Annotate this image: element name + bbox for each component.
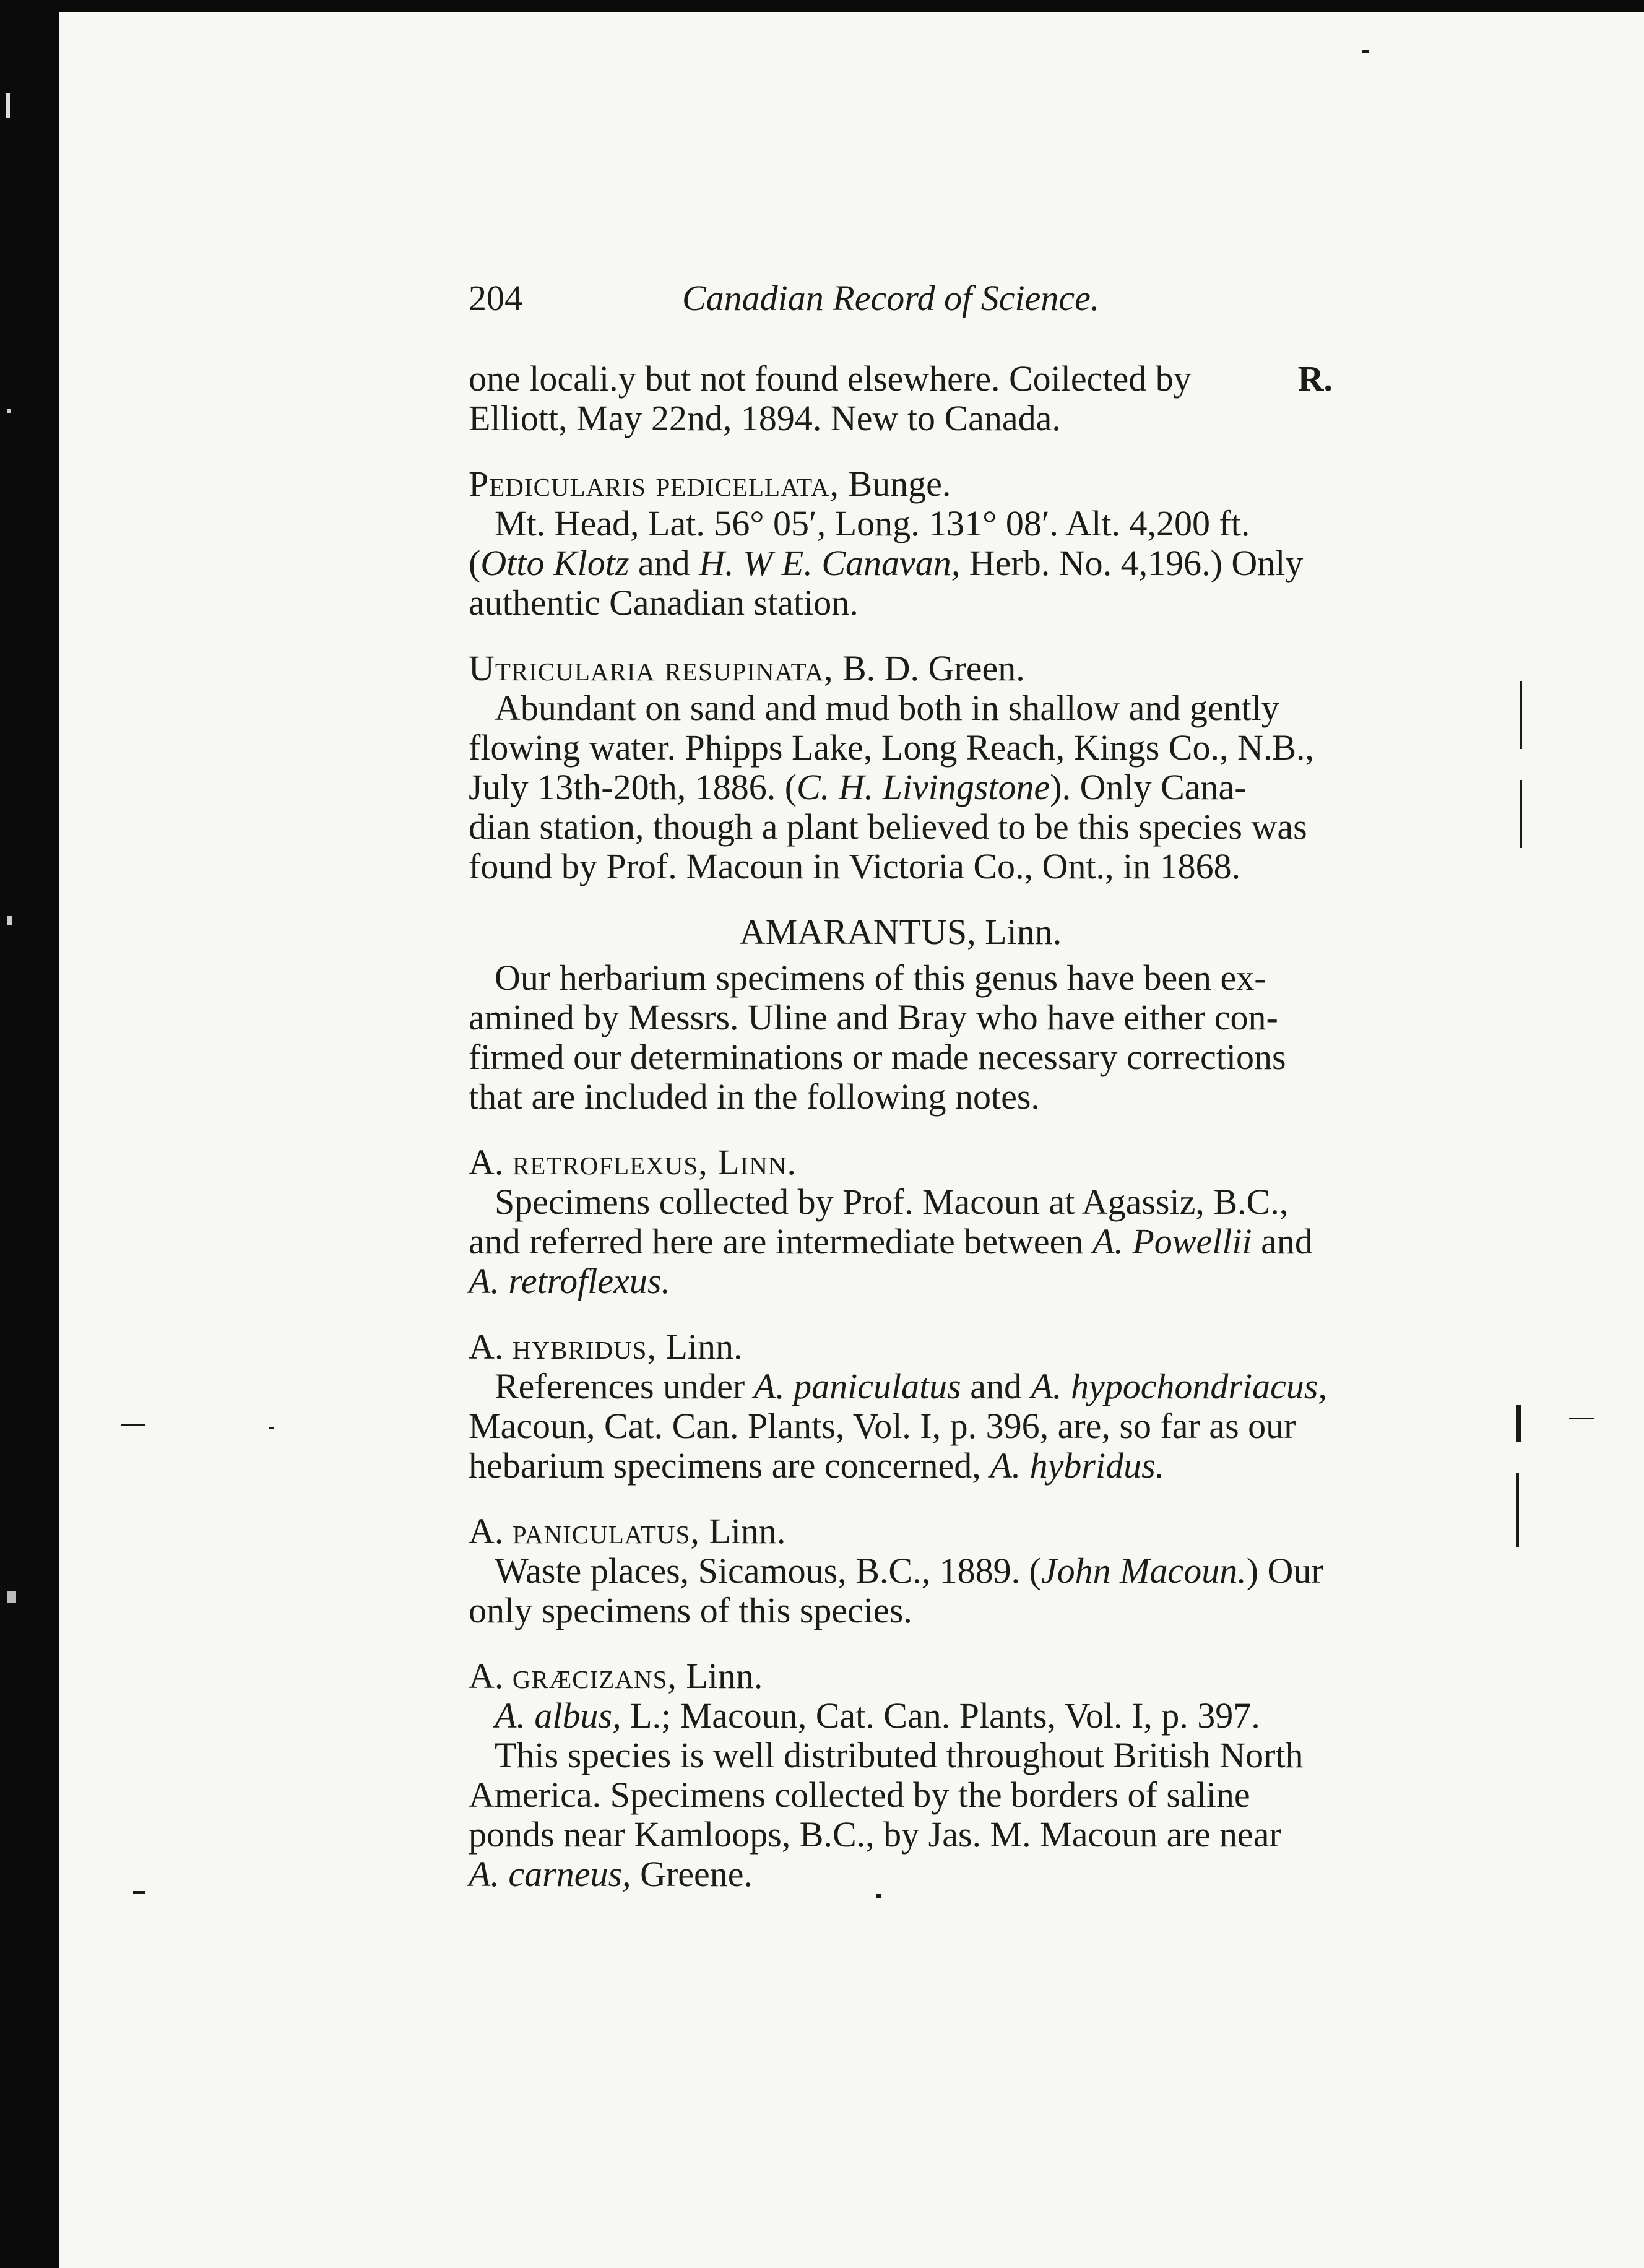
species-authority: B. D. Green. <box>842 648 1025 688</box>
species-name: paniculatus, <box>512 1511 700 1551</box>
text-line <box>469 1775 1333 1815</box>
scan-mark <box>1569 1418 1594 1419</box>
text-line <box>469 1222 1333 1262</box>
species-entry-retroflexus <box>469 1143 1333 1301</box>
text-run: dian station, though a plant believed to be this species was <box>469 807 1307 847</box>
species-entry-graecizans <box>469 1656 1333 1894</box>
species-heading <box>469 649 1333 688</box>
species-heading <box>469 1327 1333 1367</box>
genus-abbrev: A. <box>469 1327 504 1367</box>
text-run: L.; Macoun, Cat. Can. Plants, Vol. I, p. 397. <box>621 1695 1260 1736</box>
text-run: This species is well distributed throughout British North <box>495 1735 1304 1775</box>
scan-mark <box>1516 1473 1519 1547</box>
text-run: America. Specimens collected by the borders of saline <box>469 1775 1250 1815</box>
continuation-paragraph <box>469 359 1333 438</box>
text-run: one locali.y but not found elsewhere. Coilected by <box>469 358 1192 399</box>
text-line <box>469 958 1333 998</box>
text-run-italic: A. retroflexus. <box>469 1261 670 1301</box>
page-number: 204 <box>469 278 522 318</box>
scan-mark <box>1520 681 1522 749</box>
text-run-italic: John Macoun. <box>1040 1551 1247 1591</box>
text-line <box>469 1182 1333 1222</box>
text-line <box>469 1446 1333 1486</box>
text-line <box>469 1696 1333 1736</box>
text-line <box>469 768 1333 807</box>
scanned-page <box>59 12 1644 2268</box>
text-run: ( <box>469 543 481 583</box>
text-run: and <box>1252 1221 1313 1262</box>
text-run-italic: Otto Klotz <box>480 543 629 583</box>
text-run-italic: A. paniculatus <box>753 1366 961 1406</box>
species-authority: Linn. <box>686 1656 763 1696</box>
text-line <box>469 688 1333 728</box>
scan-mark <box>121 1424 145 1426</box>
scan-mark <box>1362 50 1369 53</box>
text-run: Macoun, Cat. Can. Plants, Vol. I, p. 396, are, so far as our <box>469 1406 1296 1446</box>
text-line <box>469 847 1333 886</box>
text-run: and referred here are intermediate between <box>469 1221 1092 1262</box>
text-run: Specimens collected by Prof. Macoun at Agassiz, B.C., <box>495 1182 1289 1222</box>
text-run: ) Our <box>1246 1551 1323 1591</box>
text-run: Mt. Head, Lat. 56° 05′, Long. 131° 08′. Alt. 4,200 ft. <box>495 503 1250 543</box>
genus-abbrev: A. <box>469 1511 504 1551</box>
text-line <box>469 543 1333 583</box>
genus-abbrev: A. <box>469 1142 504 1182</box>
text-run: Waste places, Sicamous, B.C., 1889. ( <box>495 1551 1041 1591</box>
scan-mark <box>269 1427 274 1429</box>
text-run: Herb. No. 4,196.) Only <box>960 543 1304 583</box>
text-run: only specimens of this species. <box>469 1590 912 1630</box>
text-run: that are included in the following notes. <box>469 1076 1040 1117</box>
species-name: græcizans, <box>512 1656 677 1696</box>
text-run: References under <box>495 1366 754 1406</box>
text-line <box>469 1815 1333 1855</box>
scan-speck <box>7 916 12 925</box>
genus-abbrev: A. <box>469 1656 504 1696</box>
text-line <box>469 504 1333 543</box>
text-run: Greene. <box>631 1854 753 1894</box>
genus-intro-paragraph <box>469 958 1333 1117</box>
scan-speck <box>6 93 10 118</box>
text-line <box>469 1736 1333 1775</box>
text-run: Our herbarium specimens of this genus have been ex- <box>495 958 1266 998</box>
text-line <box>469 1077 1333 1117</box>
text-run: hebarium specimens are concerned, <box>469 1445 990 1486</box>
page-content <box>469 279 1333 1920</box>
species-entry-utricularia <box>469 649 1333 886</box>
text-run-italic: A. albus, <box>495 1695 621 1736</box>
text-line <box>469 583 1333 623</box>
species-entry-pedicularis <box>469 464 1333 623</box>
running-header <box>469 279 1333 322</box>
text-run: authentic Canadian station. <box>469 582 859 623</box>
scan-mark <box>1516 1405 1521 1442</box>
text-run-bold: R. <box>1297 358 1333 399</box>
species-entry-hybridus <box>469 1327 1333 1486</box>
text-run-italic: H. W E. Canavan, <box>699 543 961 583</box>
species-heading <box>469 1512 1333 1551</box>
scan-speck <box>7 409 11 413</box>
text-line <box>469 1367 1333 1406</box>
text-run: Abundant on sand and mud both in shallow and gently <box>495 688 1279 728</box>
species-authority: Bunge. <box>848 464 951 504</box>
genus-heading: AMARANTUS, Linn. <box>739 912 1062 952</box>
species-name: Utricularia resupinata, <box>469 648 834 688</box>
text-line <box>469 399 1333 438</box>
text-run: Elliott, May 22nd, 1894. New to Canada. <box>469 398 1061 438</box>
scan-speck <box>7 1591 16 1603</box>
text-run: and <box>629 543 699 583</box>
species-authority: Linn. <box>665 1327 743 1367</box>
text-line <box>469 1591 1333 1630</box>
text-run: July 13th-20th, 1886. ( <box>469 767 797 807</box>
text-run: firmed our determinations or made necessary corrections <box>469 1037 1286 1077</box>
text-line <box>469 728 1333 768</box>
journal-title: Canadian Record of Science. <box>682 278 1100 318</box>
text-line <box>469 1037 1333 1077</box>
scan-mark <box>133 1891 145 1894</box>
species-heading <box>469 1656 1333 1696</box>
text-line <box>469 998 1333 1037</box>
text-line <box>469 807 1333 847</box>
text-run: amined by Messrs. Uline and Bray who have either con- <box>469 997 1278 1037</box>
text-line <box>469 1262 1333 1301</box>
text-run: found by Prof. Macoun in Victoria Co., Ont., in 1868. <box>469 846 1241 886</box>
species-heading <box>469 464 1333 504</box>
species-name: retroflexus, Linn. <box>512 1142 797 1182</box>
text-line <box>469 359 1333 399</box>
species-name: Pedicularis pedicellata, <box>469 464 839 504</box>
text-run: flowing water. Phipps Lake, Long Reach, Kings Co., N.B., <box>469 727 1315 768</box>
text-run-italic: A. carneus, <box>469 1854 631 1894</box>
text-run-italic: A. hypochondriacus, <box>1031 1366 1327 1406</box>
text-run: ponds near Kamloops, B.C., by Jas. M. Macoun are near <box>469 1814 1281 1855</box>
text-run: and <box>961 1366 1031 1406</box>
scan-mark <box>1520 780 1522 848</box>
text-run-italic: A. hybridus. <box>990 1445 1165 1486</box>
text-line <box>469 1855 1333 1894</box>
text-run: ). Only Cana- <box>1050 767 1247 807</box>
text-run-italic: A. Powellii <box>1092 1221 1252 1262</box>
text-run-italic: C. H. Livingstone <box>797 767 1050 807</box>
species-authority: Linn. <box>709 1511 786 1551</box>
text-line <box>469 1406 1333 1446</box>
species-entry-paniculatus <box>469 1512 1333 1630</box>
species-heading <box>469 1143 1333 1182</box>
species-name: hybridus, <box>512 1327 657 1367</box>
text-line <box>469 1551 1333 1591</box>
